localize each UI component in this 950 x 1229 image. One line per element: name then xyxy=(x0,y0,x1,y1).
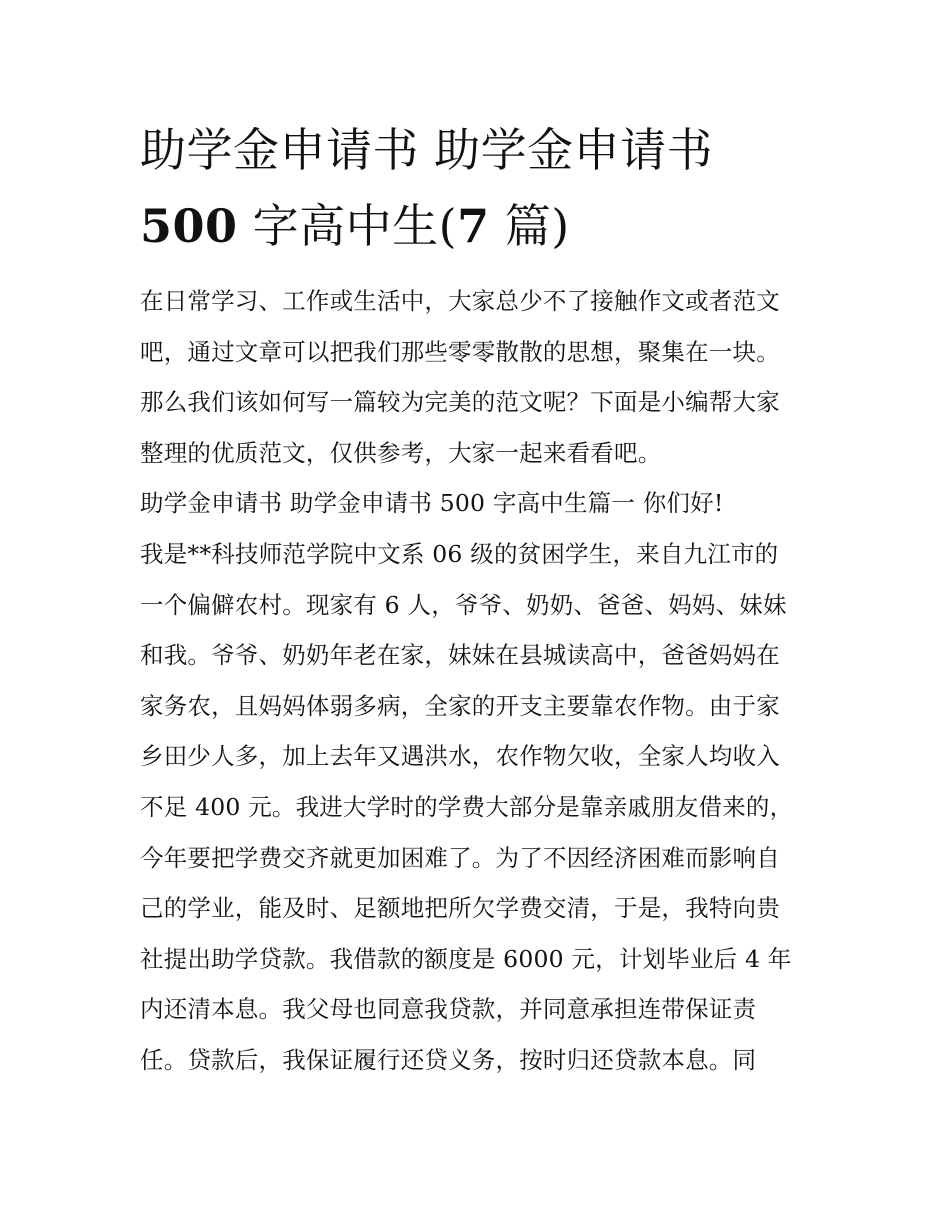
body-line: 内还清本息。我父母也同意我贷款，并同意承担连带保证责 xyxy=(140,995,757,1024)
body-line: 整理的优质范文，仅供参考，大家一起来看看吧。 xyxy=(140,438,662,467)
body-line: 助学金申请书 助学金申请书 500 字高中生篇一 你们好! xyxy=(140,489,724,518)
title-article-count: 7 xyxy=(457,199,490,253)
body-line: 今年要把学费交齐就更加困难了。为了不因经济困难而影响自 xyxy=(140,843,780,872)
title-number-500: 500 xyxy=(140,199,238,253)
body-line: 吧，通过文章可以把我们那些零零散散的思想，聚集在一块。 xyxy=(140,337,780,366)
body-line: 不足 400 元。我进大学时的学费大部分是靠亲戚朋友借来的， xyxy=(140,792,794,821)
body-line: 家务农，且妈妈体弱多病，全家的开支主要靠农作物。由于家 xyxy=(140,691,780,720)
body-line: 和我。爷爷、奶奶年老在家，妹妹在县城读高中，爸爸妈妈在 xyxy=(140,641,780,670)
title-suffix: 篇) xyxy=(489,199,570,253)
body-line: 那么我们该如何写一篇较为完美的范文呢？下面是小编帮大家 xyxy=(140,388,780,417)
body-line: 在日常学习、工作或生活中，大家总少不了接触作文或者范文 xyxy=(140,287,780,315)
body-line: 社提出助学贷款。我借款的额度是 6000 元，计划毕业后 4 年 xyxy=(140,944,792,973)
body-line: 任。贷款后，我保证履行还贷义务，按时归还贷款本息。同 xyxy=(140,1045,757,1074)
body-line: 乡田少人多，加上去年又遇洪水，农作物欠收，全家人均收入 xyxy=(140,742,780,771)
body-line: 己的学业，能及时、足额地把所欠学费交清，于是，我特向贵 xyxy=(140,894,780,923)
body-line: 我是**科技师范学院中文系 06 级的贫困学生，来自九江市的 xyxy=(140,539,779,568)
document-title xyxy=(140,112,820,264)
body-line: 一个偏僻农村。现家有 6 人，爷爷、奶奶、爸爸、妈妈、妹妹 xyxy=(140,590,787,619)
title-line-2 xyxy=(140,188,820,264)
document-body xyxy=(140,276,820,1086)
title-subject: 字高中生( xyxy=(237,199,458,253)
title-line-1: 助学金申请书 助学金申请书 xyxy=(140,123,714,177)
